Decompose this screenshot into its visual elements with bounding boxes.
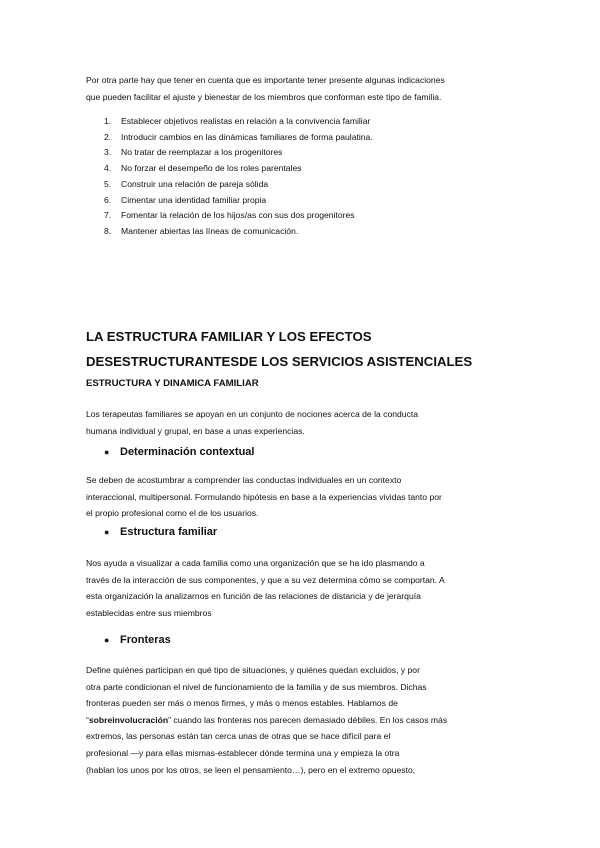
fronteras-paragraph: Define quiénes participan en qué tipo de situaciones, y quiénes quedan excluidos, y por otra parte condicionan el nivel de funcionamiento de la familia y de sus miembros. Dichas fronteras pueden ser más o menos firmes, y más o menos estables. Hablamos de “sobreinvolucración” cuando las fronteras nos parecen demasiado débiles. En los casos más extremos, las personas están tan cerca unas de otras que se hace difícil para el profesional —y para ellas mismas-establecer dónde termina una y empieza la otra (hablan los unos por los otros, se leen el pensamiento…), pero en el extremo opuesto, bbox=[86, 665, 448, 775]
bullet-icon: ● bbox=[104, 447, 110, 457]
list-item: 7. Fomentar la relación de los hijos/as con sus dos progenitores bbox=[104, 210, 355, 221]
list-item: 8. Mantener abiertas las líneas de comunicación. bbox=[104, 225, 299, 236]
intro-line: Por otra parte hay que tener en cuenta que es importante tener presente algunas indicaciones bbox=[86, 75, 445, 85]
determinacion-paragraph: Se deben de acostumbrar a comprender las conductas individuales en un contexto interaccional, multipersonal. Formulando hipótesis en base a la experiencias vividas tanto por el propio profesional como el de los usuarios. bbox=[86, 475, 442, 519]
list-item: 6. Cimentar una identidad familiar propia bbox=[104, 194, 267, 205]
intro-paragraph bbox=[86, 72, 516, 105]
list-item: 4. No forzar el desempeño de los roles parentales bbox=[104, 163, 302, 174]
main-title-line: DESESTRUCTURANTESDE LOS SERVICIOS ASISTENCIALES bbox=[86, 354, 473, 369]
bullet-icon: ● bbox=[104, 527, 110, 537]
list-item: 2. Introducir cambios en las dinámicas familiares de forma paulatina. bbox=[104, 131, 373, 142]
main-title-line: LA ESTRUCTURA FAMILIAR Y LOS EFECTOS bbox=[86, 329, 372, 344]
intro-structure-paragraph: Los terapeutas familiares se apoyan en un conjunto de nociones acerca de la conducta humana individual y grupal, en base a unas experiencias. bbox=[86, 409, 419, 436]
bullet-icon: ● bbox=[104, 635, 110, 645]
subtitle: ESTRUCTURA Y DINAMICA FAMILIAR bbox=[86, 378, 259, 389]
intro-line: que pueden facilitar el ajuste y bienestar de los miembros que conforman este tipo de familia. bbox=[86, 91, 442, 102]
list-item: 3. No tratar de reemplazar a los progenitores bbox=[104, 147, 283, 158]
bold-term: sobreinvolucración bbox=[88, 714, 169, 725]
estructura-paragraph: Nos ayuda a visualizar a cada familia como una organización que se ha ido plasmando a través de la interacción de sus componentes, y que a su vez determina cómo se comportan. A esta organización la analizarnos en función de las relaciones de distancia y de jerarquía establecidas entre sus miembros bbox=[86, 558, 445, 618]
section-heading-fronteras: ● Fronteras bbox=[104, 634, 171, 646]
list-item: 5. Construir una relación de pareja sólida bbox=[104, 178, 269, 189]
section-heading-estructura: ● Estructura familiar bbox=[104, 526, 218, 538]
main-title bbox=[86, 324, 472, 374]
recommendations-list bbox=[104, 114, 373, 240]
list-item: 1. Establecer objetivos realistas en relación a la convivencia familiar bbox=[104, 116, 371, 126]
section-heading-determinacion: ● Determinación contextual bbox=[104, 446, 255, 458]
